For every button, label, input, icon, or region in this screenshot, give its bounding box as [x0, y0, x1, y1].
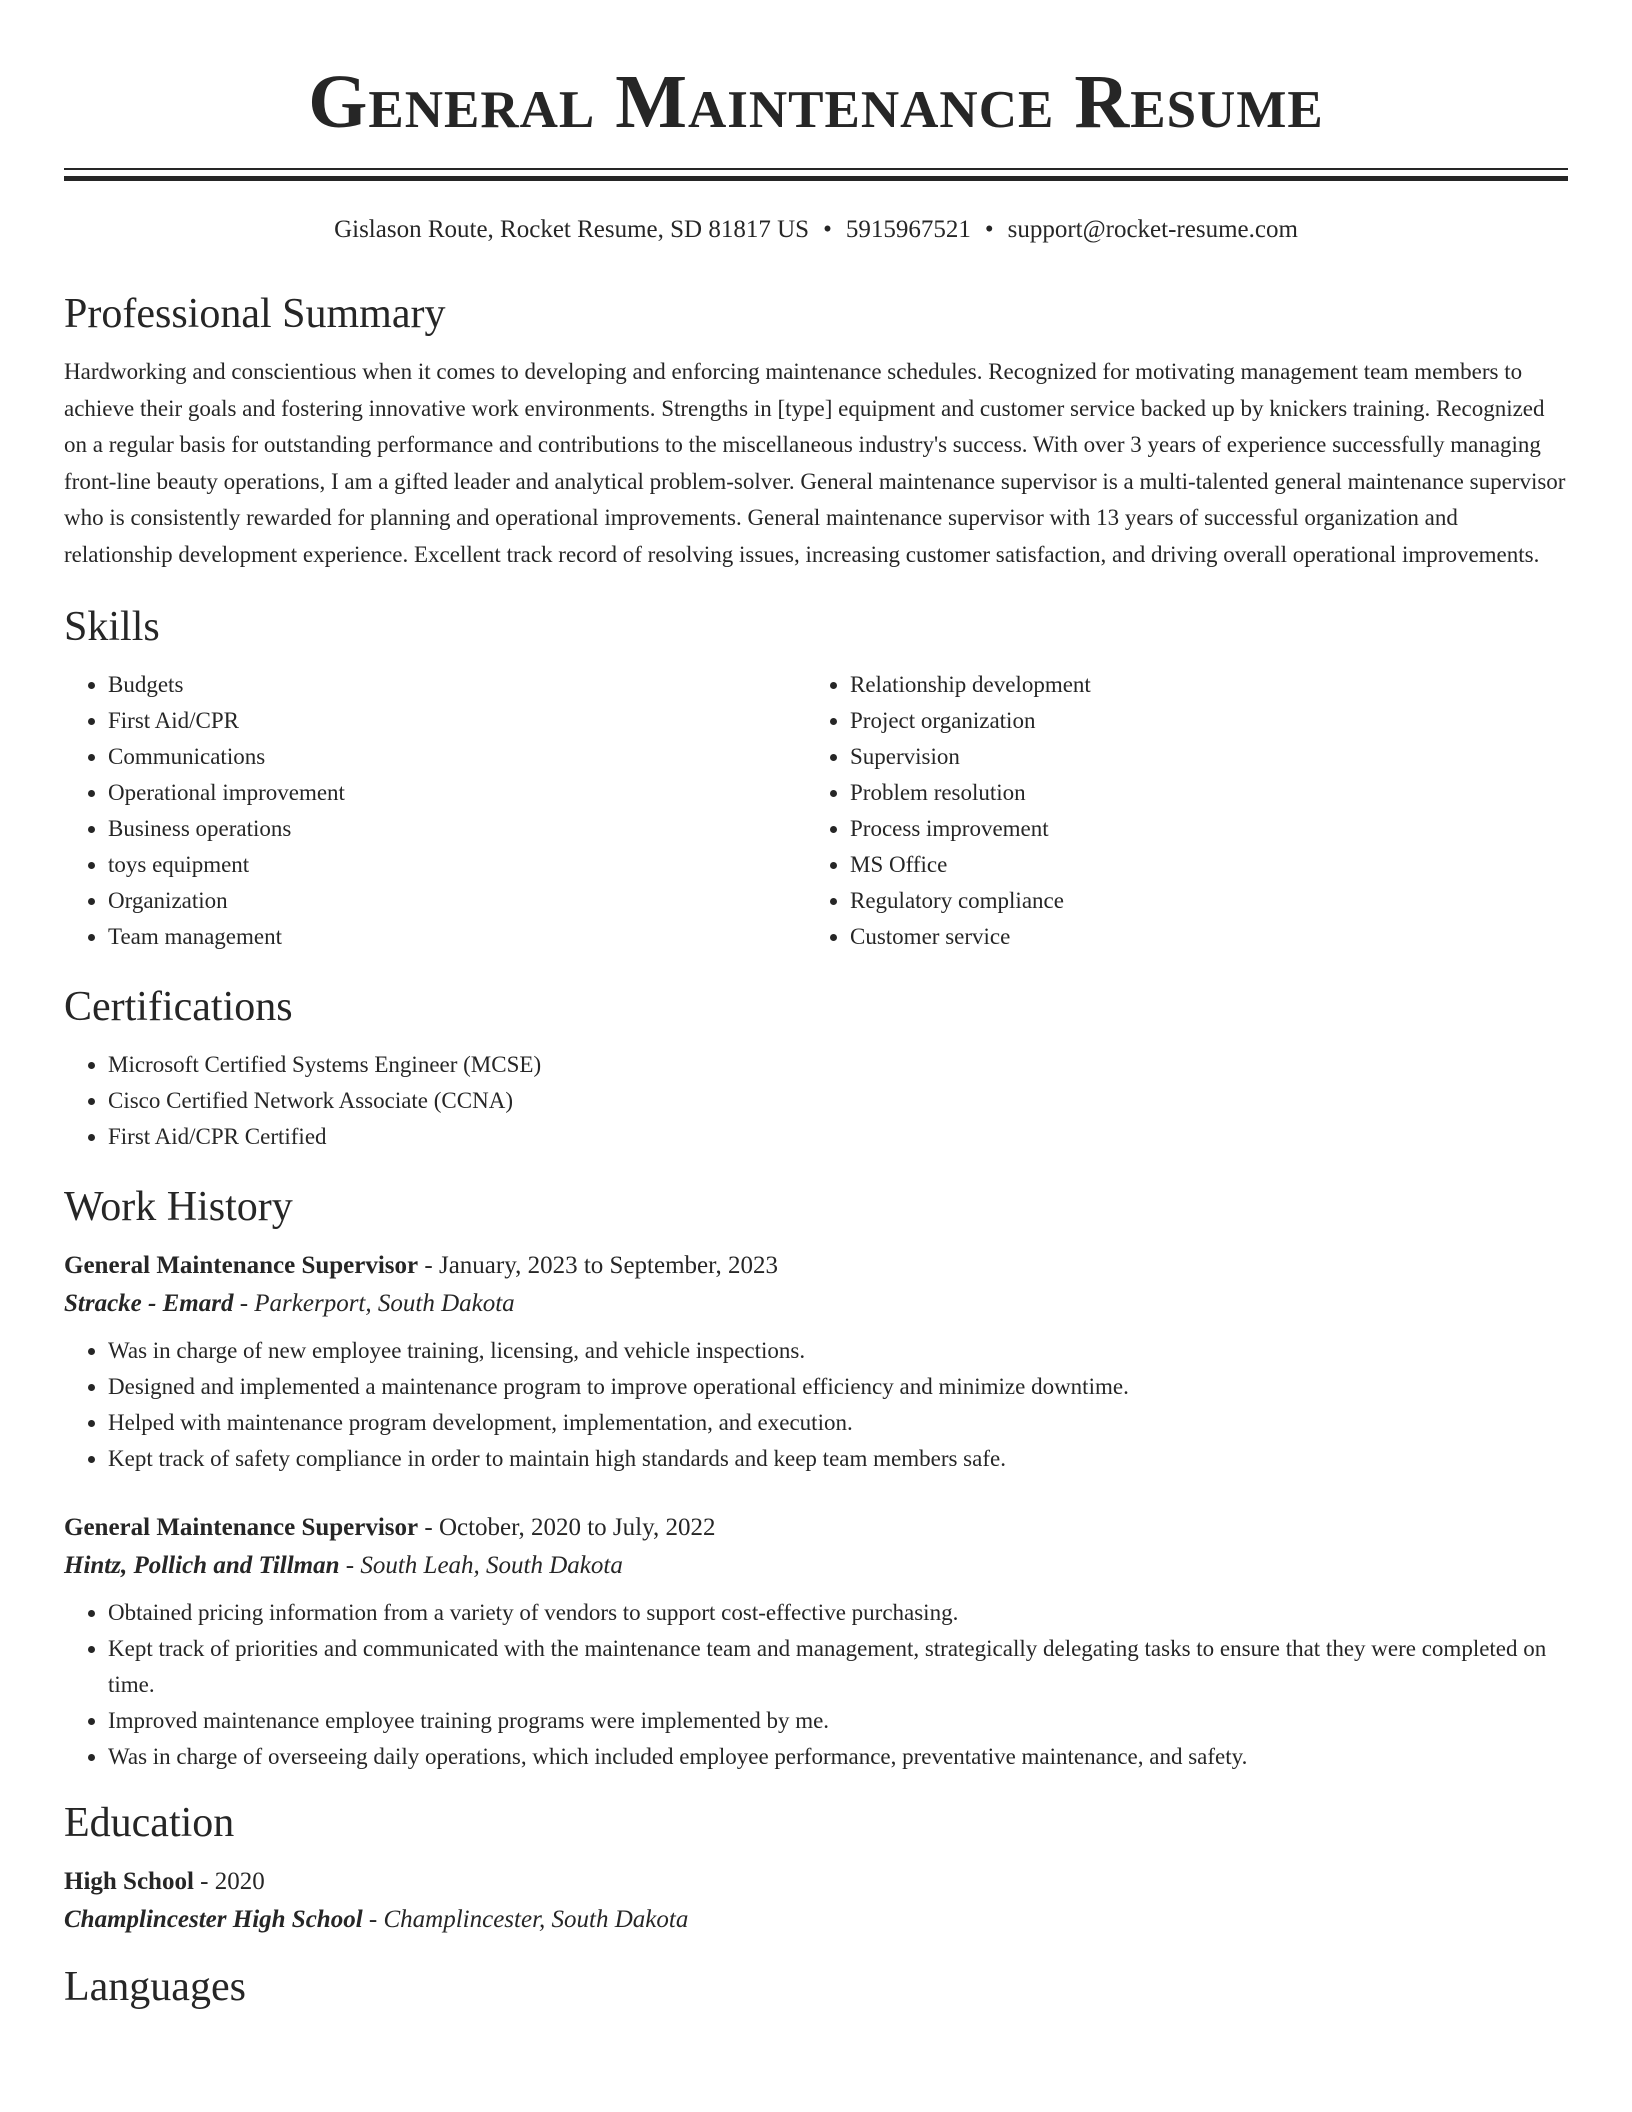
- job-entry: [64, 1247, 1568, 1477]
- job-duty: • Was in charge of new employee training, licensing, and vehicle inspections.: [108, 1333, 1568, 1369]
- skill-item: • toys equipment: [108, 847, 806, 883]
- skill-item: • Customer service: [850, 919, 1548, 955]
- job-duty: • Kept track of safety compliance in order to maintain high standards and keep team members safe.: [108, 1441, 1568, 1477]
- job-role: General Maintenance Supervisor: [64, 1514, 419, 1541]
- job-location: - Parkerport, South Dakota: [233, 1290, 515, 1317]
- skill-item: • First Aid/CPR: [108, 703, 806, 739]
- work-history-heading: Work History: [64, 1184, 293, 1230]
- skills-column-right: [806, 667, 1548, 955]
- education-degree: High School: [64, 1868, 194, 1895]
- summary-text: Hardworking and conscientious when it comes to developing and enforcing maintenance schedules. Recognized for motivating management team members to achieve their goals and fostering innovative work environments. Strengths in [type] equipment and customer service backed up by knickers training. Recognized on a regular basis for outstanding performance and contributions to the miscellaneous industry's success. With over 3 years of experience successfully managing front-line beauty operations, I am a gifted leader and analytical problem-solver. General maintenance supervisor is a multi-talented general maintenance supervisor who is consistently rewarded for planning and operational improvements. General maintenance supervisor with 13 years of successful organization and relationship development experience. Excellent track record of resolving issues, increasing customer satisfaction, and driving overall operational improvements.: [64, 359, 1566, 567]
- skills-column-left: [64, 667, 806, 955]
- languages-heading: Languages: [64, 1964, 246, 2010]
- skill-item: • Problem resolution: [850, 775, 1548, 811]
- skill-item: • Regulatory compliance: [850, 883, 1548, 919]
- job-company: Hintz, Pollich and Tillman: [64, 1552, 340, 1579]
- contact-email: support@rocket-resume.com: [1007, 216, 1298, 243]
- certification-item: • Cisco Certified Network Associate (CCNA): [108, 1083, 1568, 1119]
- job-company-line: [64, 1285, 1568, 1323]
- resume-title: General Maintenance Resume: [308, 60, 1324, 144]
- contact-line: [64, 214, 1568, 246]
- job-dates: - October, 2020 to July, 2022: [418, 1514, 716, 1541]
- job-duty: • Kept track of priorities and communicated with the maintenance team and management, strategically delegating tasks to ensure that they were completed on time.: [108, 1631, 1568, 1703]
- job-entry: [64, 1509, 1568, 1775]
- skills-heading: Skills: [64, 604, 160, 650]
- certifications-list: [64, 1047, 1568, 1155]
- skill-item: • Business operations: [108, 811, 806, 847]
- job-duty: • Improved maintenance employee training programs were implemented by me.: [108, 1703, 1568, 1739]
- education-location: - Champlincester, South Dakota: [362, 1906, 689, 1933]
- certification-item: • First Aid/CPR Certified: [108, 1119, 1568, 1155]
- job-dates: - January, 2023 to September, 2023: [418, 1252, 778, 1279]
- skill-item: • Budgets: [108, 667, 806, 703]
- job-role: General Maintenance Supervisor: [64, 1252, 419, 1279]
- skill-item: • Team management: [108, 919, 806, 955]
- contact-separator: •: [823, 216, 832, 243]
- skill-item: • Communications: [108, 739, 806, 775]
- education-year: - 2020: [193, 1868, 265, 1895]
- skill-item: • Project organization: [850, 703, 1548, 739]
- job-duty: • Designed and implemented a maintenance program to improve operational efficiency and minimize downtime.: [108, 1369, 1568, 1405]
- skill-item: • Supervision: [850, 739, 1548, 775]
- title-divider-thick: [64, 176, 1568, 181]
- skill-item: • Operational improvement: [108, 775, 806, 811]
- contact-address: Gislason Route, Rocket Resume, SD 81817 US: [334, 216, 810, 243]
- skill-item: • Relationship development: [850, 667, 1548, 703]
- skill-item: • Organization: [108, 883, 806, 919]
- education-degree-line: [64, 1863, 1568, 1901]
- contact-separator: •: [984, 216, 994, 243]
- job-company: Stracke - Emard: [64, 1290, 234, 1317]
- job-duties-list: [64, 1595, 1568, 1775]
- education-heading: Education: [64, 1800, 235, 1846]
- summary-heading: Professional Summary: [64, 291, 446, 337]
- job-title-line: [64, 1509, 1568, 1547]
- skill-item: • Process improvement: [850, 811, 1548, 847]
- education-school-line: [64, 1901, 1568, 1939]
- job-title-line: [64, 1247, 1568, 1285]
- job-duty: • Obtained pricing information from a variety of vendors to support cost-effective purchasing.: [108, 1595, 1568, 1631]
- job-company-line: [64, 1547, 1568, 1585]
- title-divider-thin: [64, 168, 1568, 170]
- contact-phone: 5915967521: [845, 216, 971, 243]
- skills-list-left: [64, 667, 806, 955]
- job-duties-list: [64, 1333, 1568, 1477]
- job-duty: • Was in charge of overseeing daily operations, which included employee performance, preventative maintenance, and safety.: [108, 1739, 1568, 1775]
- certification-item: • Microsoft Certified Systems Engineer (MCSE): [108, 1047, 1568, 1083]
- job-location: - South Leah, South Dakota: [339, 1552, 623, 1579]
- skills-columns: [64, 667, 1568, 955]
- job-duty: • Helped with maintenance program development, implementation, and execution.: [108, 1405, 1568, 1441]
- skill-item: • MS Office: [850, 847, 1548, 883]
- skills-list-right: [806, 667, 1548, 955]
- education-school: Champlincester High School: [64, 1906, 363, 1933]
- certifications-heading: Certifications: [64, 984, 293, 1030]
